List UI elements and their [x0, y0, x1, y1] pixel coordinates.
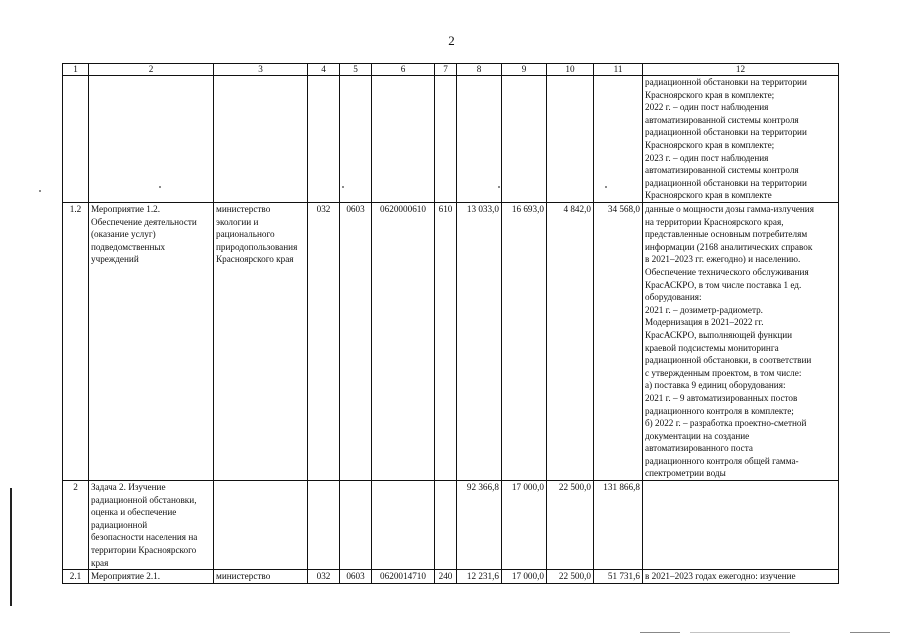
cell-c6: 0620014710	[372, 570, 435, 584]
scan-speck	[159, 186, 161, 188]
col-header-10: 10	[547, 64, 594, 76]
cell-executor	[214, 481, 308, 570]
cell-c9: 16 693,0	[502, 203, 547, 481]
scan-edge-line	[690, 632, 790, 633]
header-row	[63, 64, 839, 76]
cell-c4: 032	[308, 203, 340, 481]
col-header-6: 6	[372, 64, 435, 76]
cell-c11: 51 731,6	[594, 570, 643, 584]
cell-c7	[435, 481, 457, 570]
cell-name: Задача 2. Изучение радиационной обстановки, оценка и обеспечение радиационной безопасности населения на территории Красноярского края	[91, 482, 198, 568]
col-header-11: 11	[594, 64, 643, 76]
cell-c11: 131 866,8	[594, 481, 643, 570]
cell-c4	[308, 481, 340, 570]
cell-c7: 240	[435, 570, 457, 584]
col-header-12: 12	[643, 64, 839, 76]
cell-executor: министерство	[214, 570, 308, 584]
col-header-2: 2	[89, 64, 214, 76]
cell-c8: 13 033,0	[457, 203, 502, 481]
scan-margin-mark	[10, 488, 12, 606]
scan-edge-line	[640, 632, 680, 633]
continuation-row	[63, 76, 839, 203]
cell-num: 2.1	[63, 570, 89, 584]
cell-description	[643, 481, 839, 570]
cell-c10: 4 842,0	[547, 203, 594, 481]
col-header-3: 3	[214, 64, 308, 76]
cell-c8: 92 366,8	[457, 481, 502, 570]
program-table	[62, 63, 839, 584]
scan-speck	[498, 186, 500, 188]
cell-c10: 22 500,0	[547, 481, 594, 570]
scan-speck	[342, 186, 344, 188]
cell-description: в 2021–2023 годах ежегодно: изучение	[643, 570, 839, 584]
cell-c7: 610	[435, 203, 457, 481]
cell-c10: 22 500,0	[547, 570, 594, 584]
col-header-4: 4	[308, 64, 340, 76]
cell-c5: 0603	[340, 570, 372, 584]
table-row	[63, 203, 839, 481]
cell-c11: 34 568,0	[594, 203, 643, 481]
col-header-1: 1	[63, 64, 89, 76]
cell-c6	[372, 481, 435, 570]
page-number: 2	[448, 33, 455, 48]
scan-edge-line	[850, 632, 890, 633]
cell-num: 2	[63, 481, 89, 570]
cell-num: 1.2	[63, 203, 89, 481]
cell-c8: 12 231,6	[457, 570, 502, 584]
scan-speck	[39, 190, 41, 192]
scan-speck	[605, 186, 607, 188]
col-header-9: 9	[502, 64, 547, 76]
cell-c5: 0603	[340, 203, 372, 481]
cell-executor: министерство экологии и рационального природопользования Красноярского края	[216, 204, 298, 265]
table-row	[63, 481, 839, 570]
cell-c6: 0620000610	[372, 203, 435, 481]
cell-description: данные о мощности дозы гамма-излучения на территории Красноярского края, представленные основным потребителям информации (2168 аналитических справок в 2021–2023 гг. ежегодно) и населению. Обеспечение технического обслуживания КрасАСКРО, в том числе поставка 1 ед. оборудования: 2021 г. – дозиметр-радиометр. Модернизация в 2021–2022 гг. КрасАСКРО, выполняющей функции краевой подсистемы мониторинга радиационной обстановки, в соответствии с утвержденным проектом, в том числе: а) поставка 9 единиц оборудования: 2021 г. – 9 автоматизированных постов радиационного контроля в комплекте; б) 2022 г. – разработка проектно-сметной документации на создание автоматизированного поста радиационного контроля общей гамма- спектрометрии воды	[645, 204, 814, 479]
cell-c9: 17 000,0	[502, 481, 547, 570]
col-header-8: 8	[457, 64, 502, 76]
cell-name: Мероприятие 1.2. Обеспечение деятельности (оказание услуг) подведомственных учреждений	[91, 204, 197, 265]
cell-c4: 032	[308, 570, 340, 584]
cell-description: радиационной обстановки на территории Красноярского края в комплекте; 2022 г. – один пост наблюдения автоматизированной системы контроля радиационной обстановки на территории Красноярского края в комплекте; 2023 г. – один пост наблюдения автоматизированной системы контроля радиационной обстановки на территории Красноярского края в комплекте	[645, 77, 807, 201]
cell-c9: 17 000,0	[502, 570, 547, 584]
table-row	[63, 570, 839, 584]
cell-c5	[340, 481, 372, 570]
cell-name: Мероприятие 2.1.	[89, 570, 214, 584]
col-header-5: 5	[340, 64, 372, 76]
col-header-7: 7	[435, 64, 457, 76]
